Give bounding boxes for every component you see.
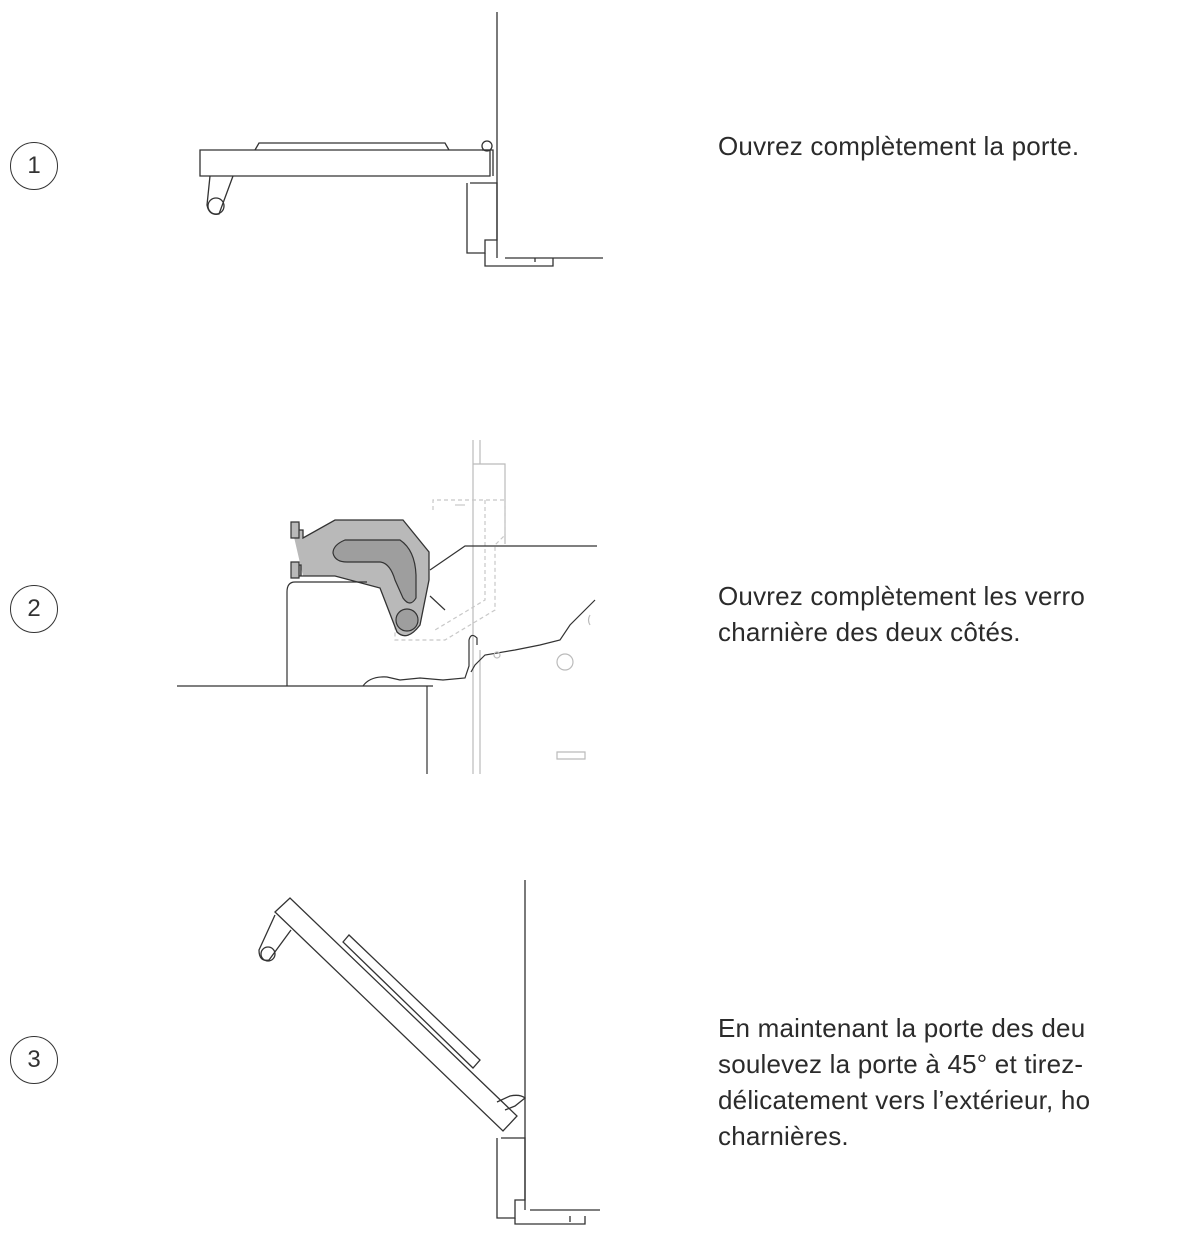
instruction-line: En maintenant la porte des deu [718,1013,1086,1043]
step-2-illustration [175,440,615,780]
instruction-line: charnières. [718,1121,849,1151]
instruction-line: soulevez la porte à 45° et tirez- [718,1049,1084,1079]
step-1-illustration [175,0,615,290]
step-1-instruction [718,128,1079,164]
step-number-badge: 1 [10,142,58,190]
instruction-line: Ouvrez complètement les verro [718,581,1086,611]
step-3-instruction [718,1010,1090,1154]
step-3-illustration [175,870,615,1234]
step-number-badge: 2 [10,585,58,633]
instruction-line: délicatement vers l’extérieur, ho [718,1085,1091,1115]
instruction-line: charnière des deux côtés. [718,617,1021,647]
step-3 [0,870,1187,1234]
step-2 [0,440,1187,790]
step-1 [0,0,1187,300]
step-number-badge: 3 [10,1036,58,1084]
step-2-instruction [718,578,1085,650]
instruction-line: Ouvrez complètement la porte. [718,131,1080,161]
